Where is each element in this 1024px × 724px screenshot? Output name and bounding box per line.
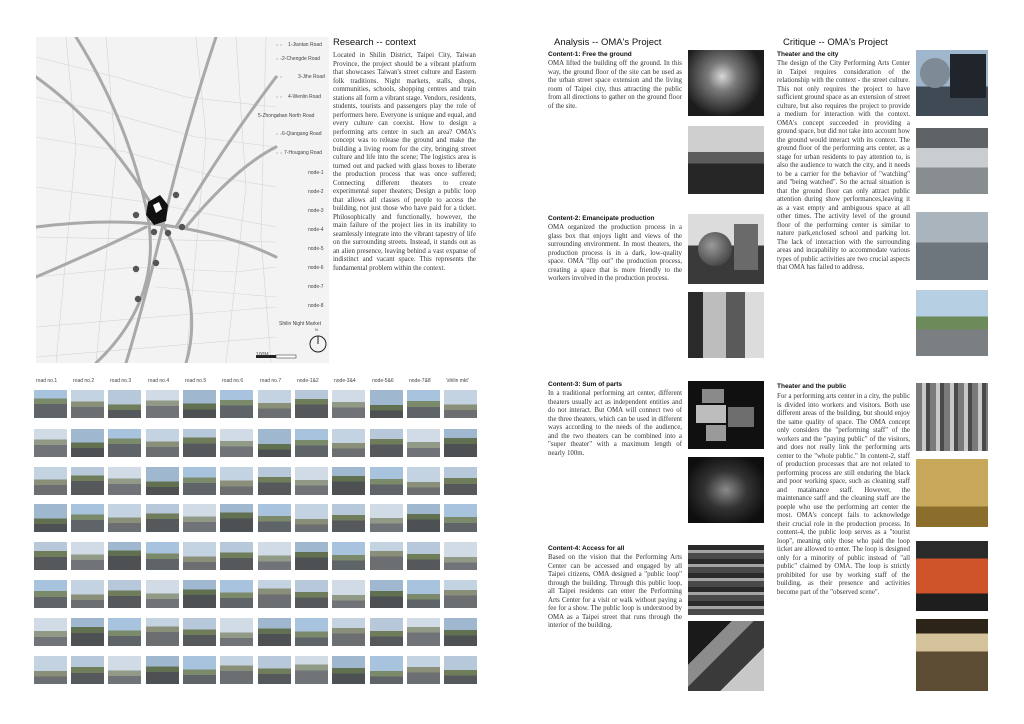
analysis-title: Analysis -- OMA's Project	[554, 37, 662, 48]
analysis-body-2: OMA organized the production process in a glass box that enjoys light and views of the surrounding environment. In most theaters, the production process is in a dark, low-quality space. OMA "flip out" the production process, creating a space that is more friendly to the workers involved in the production process.	[548, 224, 682, 282]
node-label-3: node-3	[308, 208, 324, 214]
street-photo	[220, 580, 253, 608]
map-drawing	[36, 37, 329, 363]
street-photo	[71, 390, 104, 418]
grid-column-header: road no.4	[148, 378, 170, 384]
scale-bar-label: 100M	[256, 352, 269, 358]
node-label-8: node-8	[308, 303, 324, 309]
analysis-body-4: Based on the vision that the Performing Arts Center can be accessed and engaged by all Taipei citizens, OMA designed a "public loop" through the building. Through this public loop, all Taipei residents can enter the Performing Arts Center for a visit or walk without paying a fee for a show. The public loop is understood by OMA as a Taipei street that runs through the interior of the building.	[548, 554, 682, 629]
street-photo	[71, 580, 104, 608]
street-photo	[370, 542, 403, 570]
street-photo	[108, 618, 141, 646]
street-photo	[146, 390, 179, 418]
street-photo	[258, 429, 291, 457]
critique-heading-1: Theater and the city	[777, 51, 839, 58]
street-photo	[370, 504, 403, 532]
road-label-6: 6-Qiangang Road	[282, 131, 322, 137]
street-photo	[258, 656, 291, 684]
street-photo	[34, 580, 67, 608]
street-photo	[332, 542, 365, 570]
analysis-heading-4: Content-4: Access for all	[548, 545, 625, 552]
street-photo	[370, 618, 403, 646]
critique-heading-2: Theater and the public	[777, 383, 847, 390]
north-arrow-icon	[308, 330, 328, 354]
analysis-body-1: OMA lifted the building off the ground. In this way, the ground floor of the site can be used as the urban street space extension and the living room of Taipei city, thus attracting the public from all directions to gather on the ground floor of the site.	[548, 60, 682, 110]
street-photo	[332, 656, 365, 684]
street-photo	[370, 390, 403, 418]
street-photo	[332, 504, 365, 532]
street-photo	[34, 618, 67, 646]
street-photo	[220, 542, 253, 570]
street-photo	[407, 656, 440, 684]
grid-column-header: 'shilin mkt'	[446, 378, 469, 384]
street-photo	[332, 429, 365, 457]
photo-stage-rigging	[916, 383, 988, 451]
street-photo	[146, 504, 179, 532]
road-label-3: 3-Jihe Road	[298, 74, 325, 80]
street-photo	[220, 390, 253, 418]
grid-column-header: node-3&4	[334, 378, 356, 384]
street-photo	[444, 656, 477, 684]
node-label-6: node-6	[308, 265, 324, 271]
street-photo	[34, 467, 67, 495]
street-photo	[258, 504, 291, 532]
street-photo	[108, 429, 141, 457]
grid-column-header: road no.7	[260, 378, 282, 384]
photo-lifted-building	[688, 50, 764, 116]
context-map	[36, 37, 329, 363]
street-photo	[258, 467, 291, 495]
street-photo	[295, 390, 328, 418]
street-photo	[146, 467, 179, 495]
street-photo	[71, 656, 104, 684]
node-label-7: node-7	[308, 284, 324, 290]
street-photo	[71, 542, 104, 570]
street-photo	[34, 656, 67, 684]
photo-cleaning-staff	[916, 459, 988, 527]
grid-column-header: node-7&8	[409, 378, 431, 384]
street-photo	[220, 467, 253, 495]
street-photo	[258, 390, 291, 418]
street-photo	[258, 580, 291, 608]
street-photo	[108, 580, 141, 608]
street-photo	[407, 467, 440, 495]
street-photo	[220, 429, 253, 457]
photo-city-aerial	[688, 126, 764, 194]
street-photo	[407, 504, 440, 532]
photo-production-interior	[688, 292, 764, 358]
street-photo	[34, 390, 67, 418]
street-photo	[295, 618, 328, 646]
critique-body-1: The design of the City Performing Arts Center in Taipei requires consideration of the relationship with the context - the street culture. This not only requires the project to have sufficient ground space as an extension of street culture, but also requires the project to provide a medium for interaction with the context. OMA's concept succeeded in providing a ground space, but did not take into account how the ground would interact with its context. The ground floor of the performing arts center, as a stage for urban residents to pay attention to, is also the audience to watch the city, and it needs to be a carrier for the behavior of "watching" and "being watched". So the actual situation is that the ground floor can only attract public attention during show performances,leaving it as a vast empty and ambiguous space at all other times. The activity level of the ground floor of the performing center is similar to nature park,enclosed school and parking lot. The lack of interaction with the surrounding areas and incapability to accommodate various types of public activities are two crucial aspects that OMA has failed to address.	[777, 60, 910, 271]
analysis-heading-2: Content-2: Emancipate production	[548, 215, 655, 222]
street-photo	[34, 429, 67, 457]
street-photo	[295, 429, 328, 457]
street-photo	[370, 467, 403, 495]
street-photo	[183, 429, 216, 457]
street-photo	[183, 618, 216, 646]
street-photo	[295, 542, 328, 570]
street-photo	[444, 429, 477, 457]
photo-arts-center-exterior	[916, 50, 988, 116]
road-label-4: 4-Wenlin Road	[288, 94, 321, 100]
grid-column-header: road no.3	[110, 378, 132, 384]
grid-column-header: road no.1	[36, 378, 58, 384]
street-photo	[183, 390, 216, 418]
market-label: Shilin Night Market	[279, 321, 321, 327]
street-photo	[332, 467, 365, 495]
street-photo	[183, 504, 216, 532]
street-photo	[444, 542, 477, 570]
street-photo	[220, 504, 253, 532]
photo-glass-box	[688, 214, 764, 284]
road-label-2: 2-Chengde Road	[282, 56, 321, 62]
photo-plaza	[916, 212, 988, 280]
street-photo	[295, 656, 328, 684]
node-label-2: node-2	[308, 189, 324, 195]
critique-body-2: For a performing arts center in a city, the public is divided into workers and visitors. Both use different areas of the building, but should enjoy the same quality of space. The OMA concept only considers the "performing staff" of the workers and the "paying public" of the visitors, and does not really link the performing arts center to the "whole public." In content-2, staff of production processes that are not related to performing process are still enduring the black and poor working space, such as cleaning staff and matainance staff. However, the maintenance satff and the cleaning staff are the poeple who use the performing art center the most. OMA's concept fails to acknowledge their crucial role in the production process. In content-4, the public loop serves as a "tourist loop", meaning only those who paid the loop ticket are allowed to enter. The loop is designed only for a minority of public instead of "all public" claimed by OMA. The loop is strictly prohibited for use by working staff of the building, as their presence and activities become part of the "observed scene".	[777, 393, 910, 596]
street-photo	[146, 580, 179, 608]
photo-super-theater	[688, 457, 764, 523]
street-photo	[444, 504, 477, 532]
grid-column-header: node-5&6	[372, 378, 394, 384]
street-photo	[71, 504, 104, 532]
street-photo	[71, 467, 104, 495]
street-photo	[183, 467, 216, 495]
street-photo-grid	[30, 376, 478, 716]
street-photo	[183, 542, 216, 570]
street-photo	[258, 618, 291, 646]
street-photo	[444, 390, 477, 418]
street-photo	[108, 656, 141, 684]
road-label-5: 5-Zhongshan North Road	[258, 113, 315, 119]
street-photo	[295, 504, 328, 532]
street-photo	[444, 580, 477, 608]
street-photo	[295, 580, 328, 608]
road-label-7: 7-Hougang Road	[284, 150, 323, 156]
critique-title: Critique -- OMA's Project	[783, 37, 888, 48]
street-photo	[220, 656, 253, 684]
analysis-body-3: In a traditional performing art center, different theaters usually act as independent entities and do not interact. But OMA will connect two of the three theaters, which can be used in different ways according to the needs of the audience, and the two theaters can be combined into a "super theater" with a maximum length of nearly 100m.	[548, 390, 682, 457]
street-photo	[108, 504, 141, 532]
photo-section-model	[688, 545, 764, 615]
street-photo	[407, 429, 440, 457]
street-photo	[370, 429, 403, 457]
street-photo	[34, 504, 67, 532]
street-photo	[407, 542, 440, 570]
photo-public-loop	[688, 621, 764, 691]
street-photo	[108, 542, 141, 570]
photo-street-view	[916, 290, 988, 356]
research-title: Research -- context	[333, 37, 416, 48]
street-photo	[71, 618, 104, 646]
street-photo	[407, 390, 440, 418]
street-photo	[407, 580, 440, 608]
photo-theater-diagram	[688, 381, 764, 449]
research-body: Located in Shilin District, Taipei City, Taiwan Province, the project should be a vibrant platform that showcases Taiwan's street culture and Eastern folk traditions. Night markets, stalls, shops, communities, schools, shopping centres and train stations all form a vibrant stage. Vendors, residents, students, tourists and passengers play the role of performers here. Everyone is unique and equal, and every culture can coexist. How to design a performing arts center in such an area? OMA's concept was to release the ground and make the building a living room for the city, bringing street culture and life into the scene; The logistics area is turned out and packed with glass boxes to liberate the production process that was once suffered; Connecting different theaters to create experimental super theaters; Design a public loop that allows all classes of people to access the building, not just those who have paid for a ticket. Philosophically and functionally, however, the main failure of the project lies in its inability to seamlessly integrate into the vibrant tapestry of life on the surrounding streets. Instead, it stands out as an alien presence, leaving behind a vast expanse of indistinct and vacant space. This represents the fundamental problem within the context.	[333, 52, 476, 272]
street-photo	[332, 390, 365, 418]
photo-staircase	[916, 619, 988, 691]
node-label-5: node-5	[308, 246, 324, 252]
analysis-heading-1: Content-1: Free the ground	[548, 51, 632, 58]
street-photo	[220, 618, 253, 646]
street-photo	[444, 618, 477, 646]
street-photo	[258, 542, 291, 570]
street-photo	[295, 467, 328, 495]
street-photo	[108, 467, 141, 495]
analysis-heading-3: Content-3: Sum of parts	[548, 381, 623, 388]
photo-ground-floor	[916, 128, 988, 194]
street-photo	[407, 618, 440, 646]
photo-glass-facade-night	[916, 541, 988, 611]
street-photo	[146, 429, 179, 457]
grid-column-header: road no.2	[73, 378, 95, 384]
street-photo	[370, 656, 403, 684]
street-photo	[332, 618, 365, 646]
grid-column-header: road no.5	[185, 378, 207, 384]
street-photo	[183, 656, 216, 684]
north-label: N	[315, 327, 318, 332]
street-photo	[444, 467, 477, 495]
street-photo	[146, 656, 179, 684]
grid-column-header: node-1&2	[297, 378, 319, 384]
grid-column-header: road no.6	[222, 378, 244, 384]
street-photo	[332, 580, 365, 608]
node-label-4: node-4	[308, 227, 324, 233]
node-label-1: node-1	[308, 170, 324, 176]
street-photo	[146, 618, 179, 646]
street-photo	[34, 542, 67, 570]
street-photo	[108, 390, 141, 418]
street-photo	[370, 580, 403, 608]
street-photo	[71, 429, 104, 457]
street-photo	[146, 542, 179, 570]
road-label-1: 1-Jiantan Road	[288, 42, 322, 48]
street-photo	[183, 580, 216, 608]
